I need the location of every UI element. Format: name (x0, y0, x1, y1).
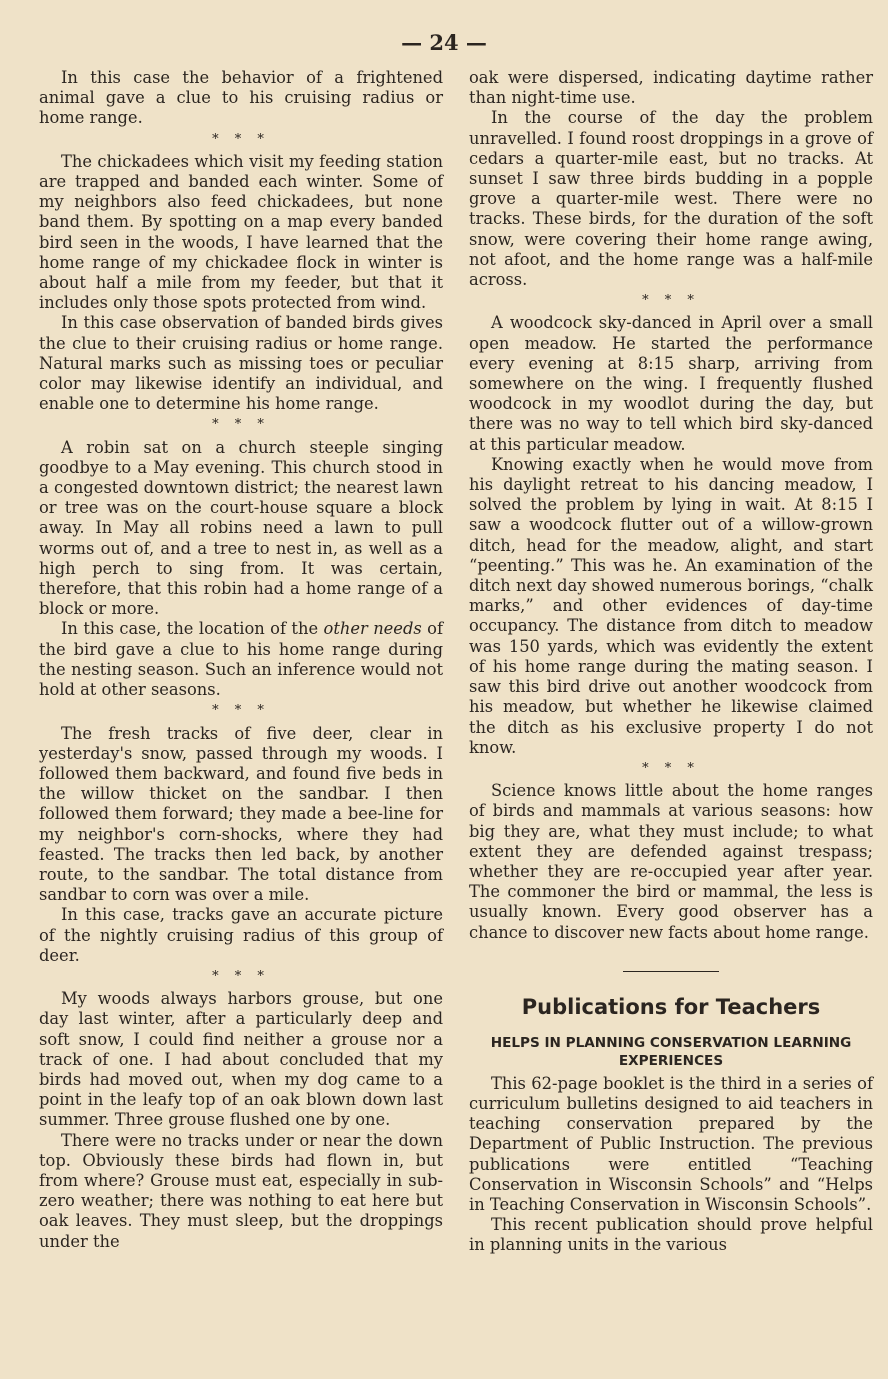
right-column (469, 68, 873, 1256)
section-separator: * * * (642, 760, 700, 776)
paragraph: A robin sat on a church steeple singing goodbye to a May evening. This church stood in a congested downtown district; the nearest lawn or tree was on the court-house square a block away. In May all robins need a lawn to pull worms out of, and a tree to nest in, as well as a high perch to sing from. It was certain, therefore, that this robin had a home range of a block or more. (39, 437, 443, 619)
paragraph: This 62-page booklet is the third in a series of curriculum bulletins designed to aid teachers in teaching conservation prepared by the Department of Public Instruction. The previous publications were entitled “Teaching Conservation in Wisconsin Schools” and “Helps in Teaching Conservation in Wisconsin Schools”. (469, 1073, 873, 1214)
section-subheading: HELPS IN PLANNING CONSERVATION LEARNING EXPERIENCES (490, 1034, 852, 1069)
paragraph (39, 619, 443, 700)
paragraph: In the course of the day the problem unravelled. I found roost droppings in a grove of cedars a quarter-mile east, but no tracks. At sunset I saw three birds budding in a popple grove a quarter-mile west. There were no tracks. These birds, for the duration of the soft snow, were covering their home range awing, not afoot, and the home range was a half-mile across. (469, 108, 873, 290)
section-divider (623, 971, 719, 972)
paragraph: A woodcock sky-danced in April over a small open meadow. He started the performance every evening at 8:15 sharp, arriving from somewhere on the wing. I frequently flushed woodcock in my woodlot during the day, but there was no way to tell which bird sky-danced at this particular meadow. (469, 313, 873, 454)
paragraph: My woods always harbors grouse, but one day last winter, after a particularly deep and soft snow, I could find neither a grouse nor a track of one. I had about concluded that my birds had moved out, when my dog came to a point in the leafy top of an oak blown down last summer. Three grouse flushed one by one. (39, 989, 443, 1130)
paragraph: This recent publication should prove helpful in planning units in the various (469, 1215, 873, 1255)
section-separator: * * * (642, 293, 700, 309)
section-separator: * * * (212, 968, 270, 984)
paragraph: oak were dispersed, indicating daytime rather than night-time use. (469, 68, 873, 108)
paragraph-text: In this case, the location of the (61, 619, 324, 639)
section-separator: * * * (212, 417, 270, 433)
section-heading: Publications for Teachers (521, 994, 821, 1019)
paragraph: In this case, tracks gave an accurate picture of the nightly cruising radius of this group of deer. (39, 905, 443, 965)
paragraph: Knowing exactly when he would move from his daylight retreat to his dancing meadow, I solved the problem by lying in wait. At 8:15 I saw a woodcock flutter out of a willow-grown ditch, head for the meadow, alight, and start “peenting.” This was he. An examination of the ditch next day showed numerous borings, “chalk marks,” and other evidences of day-time occupancy. The distance from ditch to meadow was 150 yards, which was evidently the extent of his home range during the mating season. I saw this bird drive out another woodcock from his meadow, but whether he likewise claimed the ditch as his exclusive property I do not know. (469, 454, 873, 757)
paragraph: In this case the behavior of a frightened animal gave a clue to his cruising radius or home range. (39, 68, 443, 128)
paragraph: In this case observation of banded birds gives the clue to their cruising radius or home range. Natural marks such as missing toes or peculiar color may likewise identify an individual, and enable one to determine his home range. (39, 313, 443, 414)
paragraph: The chickadees which visit my feeding station are trapped and banded each winter. Some of my neighbors also feed chickadees, but none band them. By spotting on a map every banded bird seen in the woods, I have learned that the home range of my chickadee flock in winter is about half a mile from my feeder, but that it includes only those spots protected from wind. (39, 151, 443, 313)
left-column (39, 68, 443, 1252)
page-number: — 24 — (401, 30, 487, 55)
section-separator: * * * (212, 131, 270, 147)
paragraph: The fresh tracks of five deer, clear in yesterday's snow, passed through my woods. I followed them backward, and found five beds in the willow thicket on the sandbar. I then followed them forward; they made a bee-line for my neighbor's corn-shocks, where they had feasted. The tracks then led back, by another route, to the sandbar. The total distance from sandbar to corn was over a mile. (39, 723, 443, 905)
paragraph: There were no tracks under or near the down top. Obviously these birds had flown in, but from where? Grouse must eat, especially in sub-zero weather; there was nothing to eat here but oak leaves. They must sleep, but the droppings under the (39, 1130, 443, 1251)
section-separator: * * * (212, 703, 270, 719)
emphasis-text: other needs (323, 619, 422, 639)
paragraph: Science knows little about the home ranges of birds and mammals at various seasons: how big they are, what they must include; to what extent they are defended against trespass; whether they are re-occupied year after year. The commoner the bird or mammal, the less is usually known. Every good observer has a chance to discover new facts about home range. (469, 781, 873, 942)
paragraph-text: of the bird gave a clue to his home range during the nesting season. Such an inference would not hold at other seasons. (39, 619, 443, 700)
